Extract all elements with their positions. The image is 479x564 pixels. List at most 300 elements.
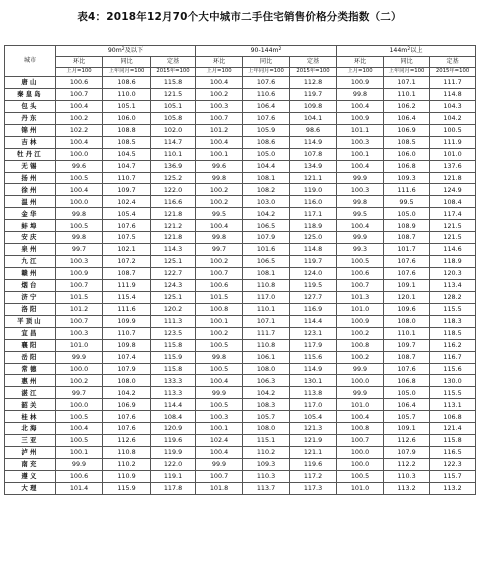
table-row [5, 303, 476, 315]
index-value-cell: 108.5 [384, 136, 430, 148]
index-value-cell: 105.1 [151, 100, 196, 112]
index-value-cell: 100.2 [337, 351, 384, 363]
index-value-cell: 105.8 [151, 112, 196, 124]
table-row [5, 124, 476, 136]
table-row [5, 411, 476, 423]
index-value-cell: 99.8 [196, 351, 243, 363]
index-value-cell: 108.0 [243, 423, 290, 435]
index-value-cell: 108.5 [103, 136, 151, 148]
index-value-cell: 113.8 [290, 387, 337, 399]
index-value-cell: 100.3 [196, 411, 243, 423]
header-row-sub [5, 57, 476, 68]
index-value-cell: 115.8 [151, 77, 196, 89]
price-index-table [4, 45, 476, 495]
index-value-cell: 102.4 [196, 435, 243, 447]
index-value-cell: 106.5 [243, 256, 290, 268]
index-value-cell: 108.4 [430, 196, 476, 208]
index-value-cell: 107.8 [290, 148, 337, 160]
index-value-cell: 101.0 [56, 339, 103, 351]
index-value-cell: 99.3 [337, 244, 384, 256]
city-cell: 平顶山 [5, 315, 56, 327]
index-value-cell: 110.3 [243, 470, 290, 482]
index-value-cell: 101.0 [337, 482, 384, 494]
index-value-cell: 106.4 [243, 100, 290, 112]
index-value-cell: 99.8 [196, 172, 243, 184]
table-row [5, 435, 476, 447]
city-cell: 泸州 [5, 447, 56, 459]
index-value-cell: 117.1 [290, 208, 337, 220]
index-value-cell: 114.8 [430, 88, 476, 100]
index-value-cell: 101.7 [384, 244, 430, 256]
index-value-cell: 115.7 [430, 470, 476, 482]
city-cell: 蚌埠 [5, 220, 56, 232]
group-header-large: $144m^2$以上 [337, 46, 476, 57]
table-row [5, 244, 476, 256]
group-header-medium: $90-144m^2$ [196, 46, 337, 57]
table-row [5, 100, 476, 112]
index-value-cell: 116.6 [151, 196, 196, 208]
index-value-cell: 102.1 [103, 244, 151, 256]
table-row [5, 184, 476, 196]
index-value-cell: 105.4 [103, 208, 151, 220]
index-value-cell: 112.8 [290, 77, 337, 89]
index-value-cell: 110.9 [103, 470, 151, 482]
sub-header-base: 定基 [430, 57, 476, 68]
city-cell: 扬州 [5, 172, 56, 184]
index-value-cell: 122.0 [151, 459, 196, 471]
index-value-cell: 133.3 [151, 375, 196, 387]
index-value-cell: 100.5 [196, 339, 243, 351]
index-value-cell: 108.0 [243, 363, 290, 375]
index-value-cell: 112.6 [103, 435, 151, 447]
index-value-cell: 100.0 [337, 459, 384, 471]
index-value-cell: 118.9 [290, 220, 337, 232]
index-value-cell: 122.7 [151, 268, 196, 280]
index-value-cell: 99.7 [56, 387, 103, 399]
index-value-cell: 101.5 [196, 291, 243, 303]
index-value-cell: 100.0 [56, 196, 103, 208]
index-value-cell: 99.8 [337, 88, 384, 100]
index-value-cell: 100.9 [337, 77, 384, 89]
table-row [5, 339, 476, 351]
city-cell: 韶关 [5, 399, 56, 411]
index-value-cell: 99.9 [196, 459, 243, 471]
table-row [5, 470, 476, 482]
index-value-cell: 104.2 [243, 208, 290, 220]
index-value-cell: 104.4 [243, 160, 290, 172]
index-value-cell: 100.4 [337, 411, 384, 423]
index-value-cell: 100.4 [196, 447, 243, 459]
index-value-cell: 100.0 [56, 399, 103, 411]
index-value-cell: 104.1 [290, 112, 337, 124]
index-value-cell: 99.9 [337, 363, 384, 375]
index-value-cell: 116.0 [290, 196, 337, 208]
city-cell: 济宁 [5, 291, 56, 303]
sub-header-yoy: 同比 [243, 57, 290, 68]
city-cell: 安庆 [5, 232, 56, 244]
index-value-cell: 101.0 [337, 399, 384, 411]
index-value-cell: 109.6 [384, 303, 430, 315]
index-value-cell: 100.4 [56, 184, 103, 196]
index-value-cell: 100.3 [196, 100, 243, 112]
index-value-cell: 125.1 [151, 291, 196, 303]
index-value-cell: 106.9 [384, 124, 430, 136]
city-cell: 锦州 [5, 124, 56, 136]
city-cell: 常德 [5, 363, 56, 375]
index-value-cell: 105.7 [384, 411, 430, 423]
index-value-cell: 120.1 [384, 291, 430, 303]
index-value-cell: 137.6 [430, 160, 476, 172]
city-cell: 温州 [5, 196, 56, 208]
index-value-cell: 100.3 [337, 136, 384, 148]
index-value-cell: 105.0 [384, 208, 430, 220]
index-value-cell: 116.5 [430, 447, 476, 459]
index-value-cell: 104.7 [103, 160, 151, 172]
index-value-cell: 107.6 [103, 423, 151, 435]
header-row-groups [5, 46, 476, 57]
index-value-cell: 99.5 [384, 196, 430, 208]
index-value-cell: 115.8 [430, 435, 476, 447]
index-value-cell: 124.3 [151, 279, 196, 291]
index-value-cell: 99.7 [56, 244, 103, 256]
index-value-cell: 117.3 [290, 482, 337, 494]
index-value-cell: 98.6 [290, 124, 337, 136]
index-value-cell: 114.4 [151, 399, 196, 411]
index-value-cell: 99.7 [196, 244, 243, 256]
index-value-cell: 105.9 [243, 124, 290, 136]
index-value-cell: 109.9 [103, 315, 151, 327]
index-value-cell: 100.9 [337, 112, 384, 124]
table-row [5, 220, 476, 232]
index-value-cell: 101.4 [56, 482, 103, 494]
index-value-cell: 125.2 [151, 172, 196, 184]
city-cell: 金华 [5, 208, 56, 220]
index-value-cell: 114.3 [151, 244, 196, 256]
base-header-prev-year: 上年同月=100 [384, 68, 430, 77]
index-value-cell: 117.4 [430, 208, 476, 220]
index-value-cell: 117.0 [290, 399, 337, 411]
sub-header-mom: 环比 [196, 57, 243, 68]
index-value-cell: 108.6 [103, 77, 151, 89]
index-value-cell: 121.4 [430, 423, 476, 435]
index-value-cell: 122.3 [430, 459, 476, 471]
city-cell: 湛江 [5, 387, 56, 399]
index-value-cell: 100.4 [196, 77, 243, 89]
index-value-cell: 109.3 [384, 172, 430, 184]
index-value-cell: 100.2 [196, 184, 243, 196]
index-value-cell: 100.5 [337, 256, 384, 268]
index-value-cell: 120.3 [430, 268, 476, 280]
index-value-cell: 136.9 [151, 160, 196, 172]
base-header-prev-year: 上年同月=100 [243, 68, 290, 77]
index-value-cell: 117.2 [290, 470, 337, 482]
city-cell: 宜昌 [5, 327, 56, 339]
index-value-cell: 101.1 [337, 124, 384, 136]
index-value-cell: 100.4 [196, 220, 243, 232]
index-value-cell: 100.2 [56, 112, 103, 124]
index-value-cell: 101.8 [196, 482, 243, 494]
index-value-cell: 121.1 [290, 447, 337, 459]
city-cell: 南充 [5, 459, 56, 471]
index-value-cell: 109.3 [243, 459, 290, 471]
index-value-cell: 100.2 [196, 327, 243, 339]
index-value-cell: 104.2 [430, 112, 476, 124]
table-row [5, 291, 476, 303]
index-value-cell: 113.7 [243, 482, 290, 494]
index-value-cell: 115.6 [290, 351, 337, 363]
sub-header-base: 定基 [290, 57, 337, 68]
index-value-cell: 100.7 [196, 470, 243, 482]
index-value-cell: 109.1 [384, 423, 430, 435]
index-value-cell: 107.6 [103, 411, 151, 423]
index-value-cell: 115.4 [103, 291, 151, 303]
index-value-cell: 120.9 [151, 423, 196, 435]
index-value-cell: 99.9 [337, 172, 384, 184]
index-value-cell: 110.7 [103, 172, 151, 184]
index-value-cell: 110.7 [103, 327, 151, 339]
index-value-cell: 100.7 [337, 435, 384, 447]
index-value-cell: 112.6 [384, 435, 430, 447]
index-value-cell: 110.1 [243, 303, 290, 315]
index-value-cell: 109.8 [290, 100, 337, 112]
index-value-cell: 110.0 [103, 88, 151, 100]
table-row [5, 351, 476, 363]
city-cell: 赣州 [5, 268, 56, 280]
index-value-cell: 113.1 [430, 399, 476, 411]
table-row [5, 268, 476, 280]
index-value-cell: 103.0 [243, 196, 290, 208]
index-value-cell: 100.1 [56, 447, 103, 459]
index-value-cell: 108.0 [103, 375, 151, 387]
index-value-cell: 102.4 [103, 196, 151, 208]
index-value-cell: 100.5 [430, 124, 476, 136]
header-row-base [5, 68, 476, 77]
index-value-cell: 110.1 [384, 88, 430, 100]
base-header-prev-month: 上月=100 [196, 68, 243, 77]
index-value-cell: 125.1 [151, 256, 196, 268]
index-value-cell: 101.2 [196, 124, 243, 136]
table-row [5, 482, 476, 494]
index-value-cell: 113.2 [430, 482, 476, 494]
index-value-cell: 100.4 [56, 423, 103, 435]
index-value-cell: 106.3 [243, 375, 290, 387]
index-value-cell: 118.5 [430, 327, 476, 339]
table-row [5, 459, 476, 471]
index-value-cell: 108.7 [384, 351, 430, 363]
index-value-cell: 119.7 [290, 88, 337, 100]
index-value-cell: 108.7 [103, 268, 151, 280]
index-value-cell: 100.2 [337, 327, 384, 339]
index-value-cell: 118.9 [430, 256, 476, 268]
index-value-cell: 121.8 [151, 232, 196, 244]
index-value-cell: 120.2 [151, 303, 196, 315]
index-value-cell: 106.1 [243, 351, 290, 363]
base-header-2015: 2015年=100 [151, 68, 196, 77]
index-value-cell: 105.4 [290, 411, 337, 423]
index-value-cell: 113.2 [384, 482, 430, 494]
index-value-cell: 125.0 [290, 232, 337, 244]
index-value-cell: 106.0 [384, 148, 430, 160]
table-row [5, 148, 476, 160]
index-value-cell: 109.8 [103, 339, 151, 351]
city-cell: 吉林 [5, 136, 56, 148]
index-value-cell: 110.2 [103, 459, 151, 471]
base-header-2015: 2015年=100 [290, 68, 337, 77]
index-value-cell: 100.2 [196, 88, 243, 100]
index-value-cell: 114.9 [290, 363, 337, 375]
index-value-cell: 111.7 [430, 77, 476, 89]
index-value-cell: 100.7 [56, 88, 103, 100]
index-value-cell: 116.9 [290, 303, 337, 315]
index-value-cell: 121.8 [151, 208, 196, 220]
index-value-cell: 121.5 [430, 220, 476, 232]
table-row [5, 77, 476, 89]
index-value-cell: 111.6 [384, 184, 430, 196]
base-header-prev-year: 上年同月=100 [103, 68, 151, 77]
index-value-cell: 119.6 [151, 435, 196, 447]
index-value-cell: 100.5 [196, 363, 243, 375]
index-value-cell: 115.9 [103, 482, 151, 494]
index-value-cell: 108.3 [243, 399, 290, 411]
index-value-cell: 119.6 [290, 459, 337, 471]
index-value-cell: 100.9 [337, 315, 384, 327]
index-value-cell: 127.7 [290, 291, 337, 303]
sub-header-yoy: 同比 [384, 57, 430, 68]
table-row [5, 112, 476, 124]
index-value-cell: 101.3 [337, 291, 384, 303]
index-value-cell: 108.2 [243, 184, 290, 196]
index-value-cell: 106.9 [103, 399, 151, 411]
index-value-cell: 124.9 [430, 184, 476, 196]
city-cell: 徐州 [5, 184, 56, 196]
index-value-cell: 130.1 [290, 375, 337, 387]
index-value-cell: 100.1 [196, 315, 243, 327]
city-cell: 惠州 [5, 375, 56, 387]
index-value-cell: 100.6 [56, 77, 103, 89]
index-value-cell: 100.6 [56, 470, 103, 482]
city-cell: 包头 [5, 100, 56, 112]
index-value-cell: 110.6 [243, 88, 290, 100]
index-value-cell: 100.2 [56, 375, 103, 387]
index-value-cell: 100.5 [56, 220, 103, 232]
index-value-cell: 100.4 [337, 160, 384, 172]
index-value-cell: 101.6 [243, 244, 290, 256]
index-value-cell: 107.5 [103, 232, 151, 244]
index-value-cell: 100.3 [56, 256, 103, 268]
index-value-cell: 106.8 [384, 160, 430, 172]
index-value-cell: 100.6 [337, 268, 384, 280]
index-value-cell: 100.9 [56, 268, 103, 280]
index-value-cell: 100.5 [56, 172, 103, 184]
city-cell: 洛阳 [5, 303, 56, 315]
index-value-cell: 114.6 [430, 244, 476, 256]
index-value-cell: 100.4 [196, 136, 243, 148]
index-value-cell: 117.0 [243, 291, 290, 303]
index-value-cell: 100.2 [196, 256, 243, 268]
index-value-cell: 107.9 [243, 232, 290, 244]
index-value-cell: 108.8 [103, 124, 151, 136]
base-header-prev-month: 上月=100 [56, 68, 103, 77]
index-value-cell: 100.7 [337, 279, 384, 291]
index-value-cell: 121.5 [430, 232, 476, 244]
index-value-cell: 106.8 [430, 411, 476, 423]
index-value-cell: 105.1 [103, 100, 151, 112]
index-value-cell: 121.9 [290, 435, 337, 447]
index-value-cell: 134.9 [290, 160, 337, 172]
index-value-cell: 104.2 [243, 387, 290, 399]
index-value-cell: 100.8 [337, 423, 384, 435]
index-value-cell: 104.5 [103, 148, 151, 160]
index-value-cell: 119.7 [290, 256, 337, 268]
index-value-cell: 104.3 [430, 100, 476, 112]
sub-header-mom: 环比 [56, 57, 103, 68]
index-value-cell: 99.9 [56, 351, 103, 363]
table-row [5, 387, 476, 399]
index-value-cell: 100.3 [337, 184, 384, 196]
index-value-cell: 100.1 [196, 148, 243, 160]
index-value-cell: 119.1 [151, 470, 196, 482]
index-value-cell: 111.9 [103, 279, 151, 291]
index-value-cell: 119.5 [290, 279, 337, 291]
base-header-2015: 2015年=100 [430, 68, 476, 77]
city-cell: 秦皇岛 [5, 88, 56, 100]
index-value-cell: 102.2 [56, 124, 103, 136]
index-value-cell: 121.3 [290, 423, 337, 435]
index-value-cell: 100.5 [56, 435, 103, 447]
index-value-cell: 99.9 [337, 232, 384, 244]
index-value-cell: 101.5 [56, 291, 103, 303]
index-value-cell: 100.8 [337, 339, 384, 351]
table-row [5, 447, 476, 459]
index-value-cell: 100.6 [196, 279, 243, 291]
index-value-cell: 100.0 [56, 363, 103, 375]
index-value-cell: 108.6 [243, 136, 290, 148]
index-value-cell: 117.8 [151, 482, 196, 494]
index-value-cell: 100.1 [337, 148, 384, 160]
group-header-small: $90m^2$及以下 [56, 46, 196, 57]
index-value-cell: 110.1 [384, 327, 430, 339]
index-value-cell: 115.9 [151, 351, 196, 363]
index-value-cell: 107.6 [384, 363, 430, 375]
index-value-cell: 108.4 [151, 411, 196, 423]
index-value-cell: 112.2 [384, 459, 430, 471]
index-value-cell: 121.8 [430, 172, 476, 184]
index-value-cell: 107.9 [384, 447, 430, 459]
index-value-cell: 115.8 [151, 363, 196, 375]
index-value-cell: 110.8 [103, 447, 151, 459]
index-value-cell: 105.0 [243, 148, 290, 160]
index-value-cell: 101.0 [430, 148, 476, 160]
index-value-cell: 108.7 [384, 232, 430, 244]
index-value-cell: 106.8 [384, 375, 430, 387]
index-value-cell: 105.7 [243, 411, 290, 423]
index-value-cell: 100.7 [56, 279, 103, 291]
index-value-cell: 99.5 [337, 208, 384, 220]
index-value-cell: 130.0 [430, 375, 476, 387]
table-row [5, 315, 476, 327]
index-value-cell: 124.0 [290, 268, 337, 280]
index-value-cell: 104.2 [103, 387, 151, 399]
index-value-cell: 113.4 [430, 279, 476, 291]
index-value-cell: 100.5 [56, 411, 103, 423]
sub-header-yoy: 同比 [103, 57, 151, 68]
city-cell: 九江 [5, 256, 56, 268]
sub-header-base: 定基 [151, 57, 196, 68]
index-value-cell: 100.0 [56, 148, 103, 160]
index-value-cell: 107.4 [103, 351, 151, 363]
index-value-cell: 121.1 [290, 172, 337, 184]
index-value-cell: 99.5 [196, 208, 243, 220]
